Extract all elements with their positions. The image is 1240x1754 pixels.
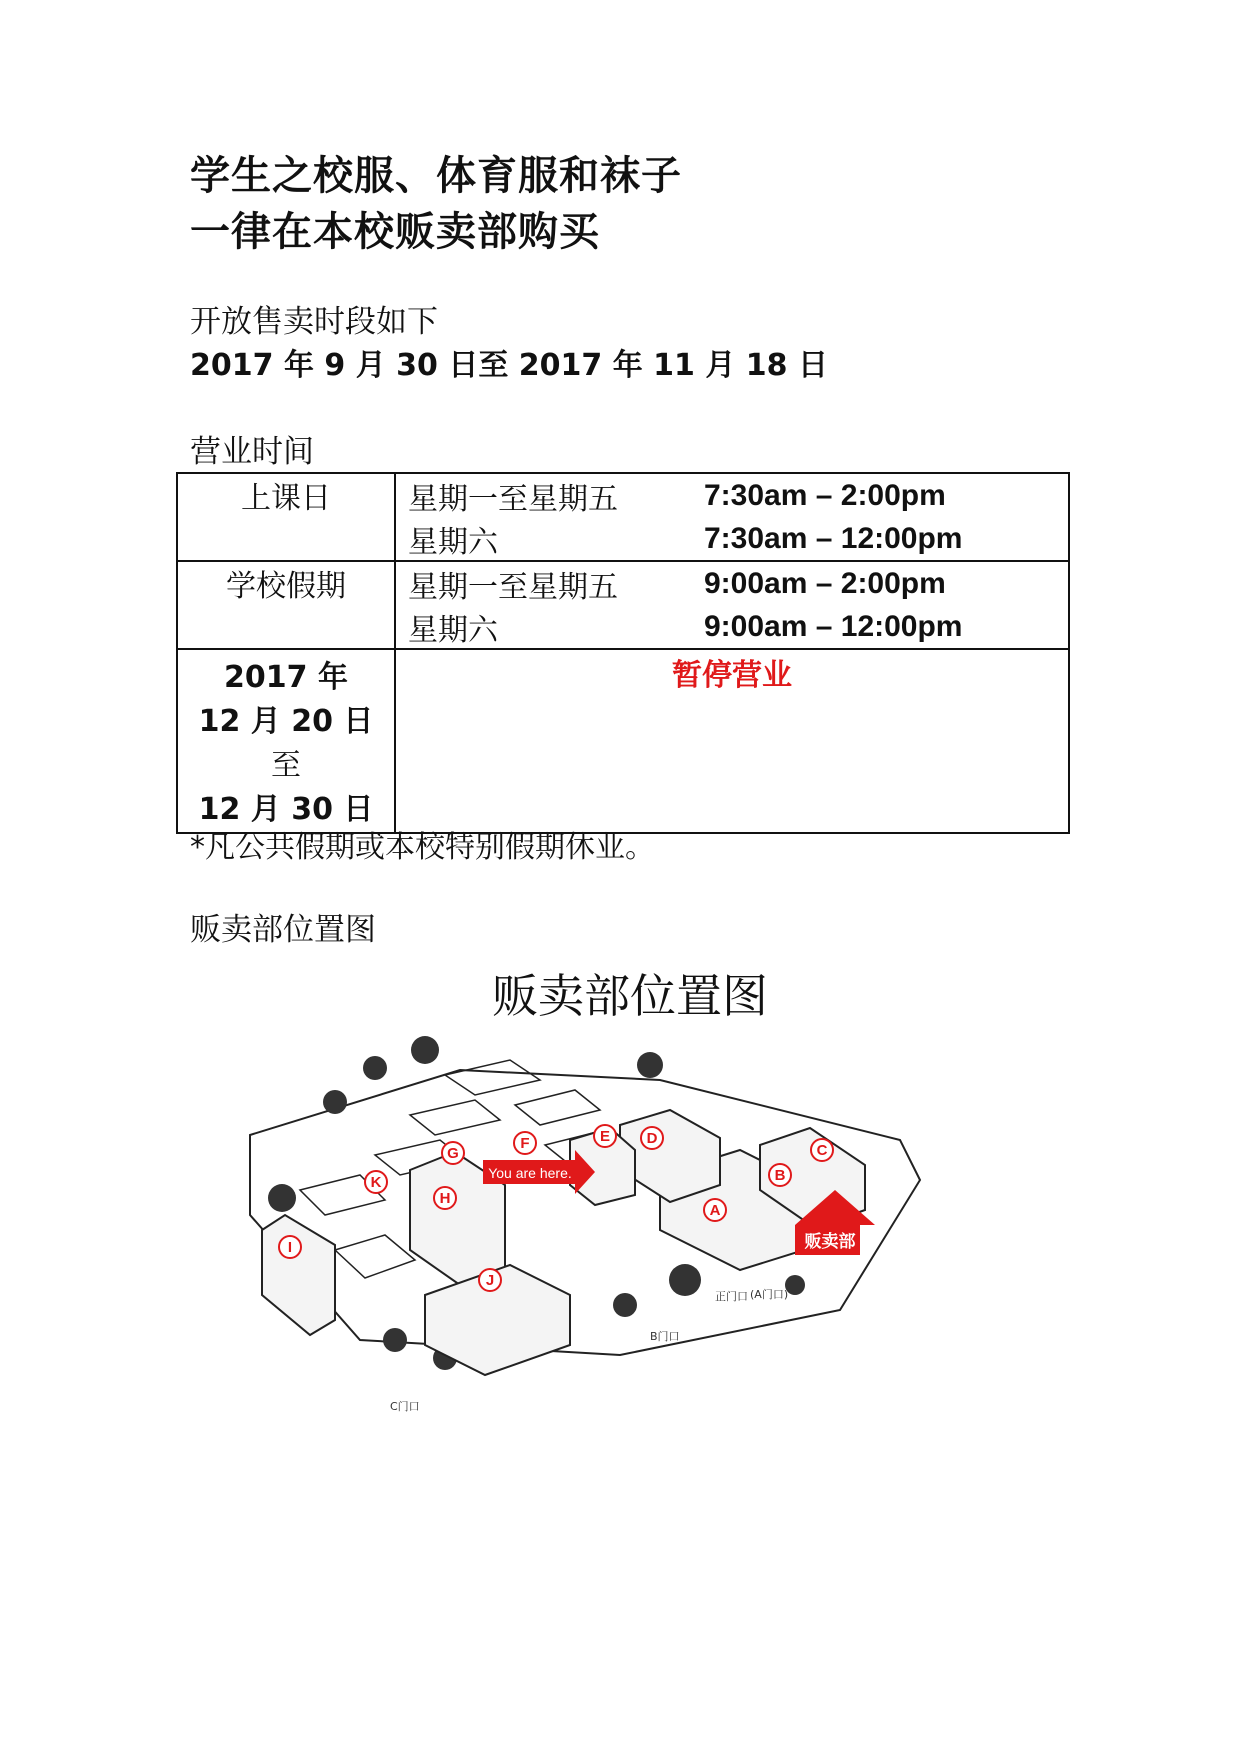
day-range: 星期一至星期五 [408, 569, 618, 605]
marker-i [279, 1236, 301, 1258]
business-hours-label: 营业时间 [190, 434, 314, 470]
svg-text:J: J [485, 1272, 495, 1289]
map-section-label: 贩卖部位置图 [190, 912, 376, 948]
page-title-line-1: 学生之校服、体育服和袜子 [190, 153, 682, 199]
sale-period-label: 开放售卖时段如下 [190, 304, 438, 340]
svg-text:B: B [774, 1167, 786, 1184]
time-range: 9:00am – 2:00pm [704, 566, 946, 600]
svg-text:K: K [370, 1174, 382, 1191]
gate-label: B门口 [650, 1330, 680, 1343]
map-title: 贩卖部位置图 [492, 969, 768, 1023]
marker-a [704, 1199, 726, 1221]
day-range: 星期一至星期五 [408, 481, 618, 517]
svg-text:D: D [646, 1130, 658, 1147]
buildings [262, 1110, 865, 1375]
closure-date-cell [177, 649, 395, 833]
page-title-line-2: 一律在本校贩卖部购买 [190, 209, 600, 255]
svg-text:E: E [599, 1128, 611, 1145]
table-row [177, 473, 1069, 561]
svg-text:H: H [439, 1190, 451, 1207]
campus-map-drawing [240, 960, 1020, 1460]
marker-k [365, 1171, 387, 1193]
schedule-slot [396, 517, 1068, 560]
svg-text:A: A [709, 1202, 721, 1219]
marker-d [641, 1127, 663, 1149]
schedule-cell [395, 473, 1069, 561]
table-row [177, 649, 1069, 833]
time-range: 9:00am – 12:00pm [704, 609, 963, 643]
marker-h [434, 1187, 456, 1209]
marker-j [479, 1269, 501, 1291]
schedule-slot [396, 474, 1068, 517]
you-are-here-label: You are here. [488, 1165, 572, 1181]
building-i [262, 1215, 335, 1335]
svg-text:C: C [816, 1142, 828, 1159]
closure-status: 暂停营业 [395, 649, 1069, 833]
closure-date-line: 12 月 30 日 [198, 792, 374, 827]
sale-period-range: 2017 年 9 月 30 日至 2017 年 11 月 18 日 [190, 348, 828, 383]
schedule-slot [396, 562, 1068, 605]
marker-e [594, 1125, 616, 1147]
gate-label: 正门口 [715, 1290, 748, 1303]
business-hours-table [176, 472, 1070, 834]
marker-g [442, 1142, 464, 1164]
day-range: 星期六 [408, 612, 498, 648]
svg-text:F: F [520, 1135, 530, 1152]
category-cell: 学校假期 [177, 561, 395, 649]
day-range: 星期六 [408, 524, 498, 560]
svg-text:I: I [287, 1239, 293, 1256]
canteen-arrow-label: 贩卖部 [804, 1232, 856, 1252]
closure-date-line: 2017 年 [224, 660, 348, 695]
svg-text:G: G [447, 1145, 459, 1162]
time-range: 7:30am – 2:00pm [704, 478, 946, 512]
category-cell: 上课日 [177, 473, 395, 561]
table-row [177, 561, 1069, 649]
gate-label: (A门口) [750, 1288, 789, 1301]
marker-f [514, 1132, 536, 1154]
campus-map [240, 960, 1020, 1460]
marker-c [811, 1139, 833, 1161]
gate-label: C门口 [390, 1400, 420, 1413]
closure-date-line: 至 [271, 748, 301, 783]
schedule-cell [395, 561, 1069, 649]
marker-b [769, 1164, 791, 1186]
schedule-slot [396, 605, 1068, 648]
time-range: 7:30am – 12:00pm [704, 521, 963, 555]
holiday-note: *凡公共假期或本校特别假期休业。 [190, 830, 655, 865]
closure-date-line: 12 月 20 日 [198, 704, 374, 739]
